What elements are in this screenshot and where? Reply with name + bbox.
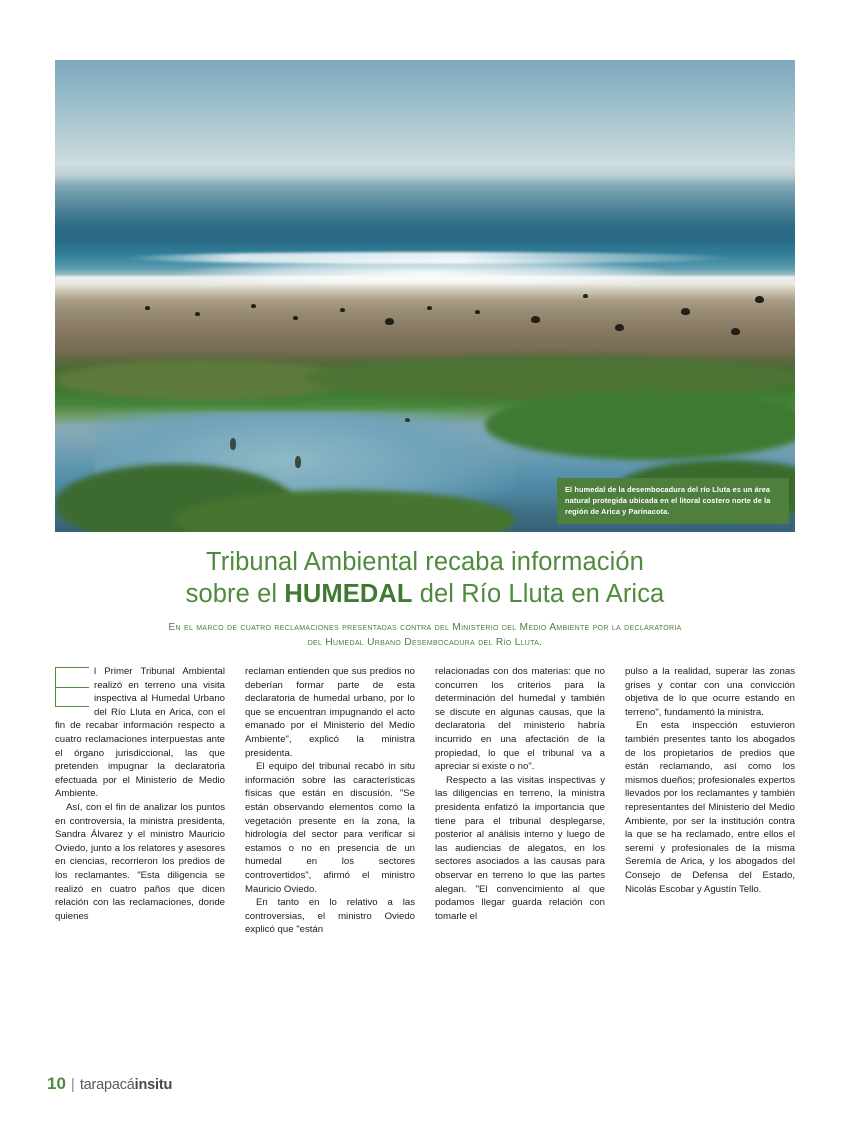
bird <box>427 306 432 310</box>
bird <box>145 306 150 310</box>
wading-bird <box>295 456 301 468</box>
paragraph: Respecto a las visitas inspectivas y las diligencias en terreno, la ministra presidenta enfatizó la importancia que tiene para el tribunal desplegarse, posterior al análisis interno y luego de las audiencias de alegatos, en los sectores asociados a las causas para observar en terreno lo que las partes alegan. "El convencimiento al que podamos llegar guarda relación con tomarle el <box>435 774 605 922</box>
bird <box>475 310 480 314</box>
drop-cap <box>55 667 89 707</box>
article-photo <box>55 60 795 532</box>
body-column-4 <box>625 665 795 1055</box>
shore-foam <box>55 276 795 286</box>
paragraph: Así, con el fin de analizar los puntos en controversia, la ministra presidenta, Sandra Álvarez y el ministro Mauricio Oviedo, junto a los relatores y asesores en ciencias, recorrieron los predios de los reclamantes. "Esta diligencia se realizó en cuatro paños que dicen relación con las reclamaciones, donde quienes <box>55 801 225 922</box>
headline-line-2 <box>55 578 795 610</box>
paragraph: reclaman entienden que sus predios no deberían formar parte de esta declaratoria de humedal urbano, por lo que se encuentran impugnando el acto emanado por el Ministerio del Medio Ambiente", explicó la ministra presidenta. <box>245 666 415 759</box>
wading-bird <box>230 438 236 450</box>
vegetation-patch <box>485 390 795 460</box>
masthead-bold: insitu <box>134 1077 173 1093</box>
body-column-2 <box>245 665 415 1055</box>
bird <box>731 328 740 335</box>
headline-keyword: HUMEDAL <box>284 580 413 608</box>
paragraph: pulso a la realidad, superar las zonas grises y contar con una convicción objetiva de lo que ocurre estando en terreno", fundamentó la ministra. <box>625 666 795 718</box>
paragraph: l Primer Tribunal Ambiental realizó en terreno una visita inspectiva al Humedal Urbano del Río Lluta en Arica, con el fin de recabar información respecto a cuatro reclamaciones interpuestas ante el órgano jurisdiccional, las que pretenden impugnar la declaratoria efectuada por el Ministerio de Medio Ambiente. <box>55 666 225 800</box>
paragraph: En tanto en lo relativo a las controversias, el ministro Oviedo explicó que "están <box>245 897 415 936</box>
bird <box>340 308 345 312</box>
footer-separator: | <box>70 1076 75 1093</box>
bird <box>583 294 588 298</box>
bird <box>293 316 298 320</box>
headline-line-2-suffix: del Río Lluta en Arica <box>412 580 665 608</box>
bird <box>195 312 200 316</box>
paragraph: En esta inspección estuvieron también presentes tanto los abogados de los propietarios de predios que están reclamando, así como los mismos dueños; profesionales expertos llevados por los reclamantes y también representantes del Ministerio del Medio Ambiente, por ser la institución contra la que se ha reclamado, entre ellos el seremi y profesionales de la misma Seremía de Arica, y los abogados del Consejo de Defensa del Estado, Nicolás Escobar y Agustín Tello. <box>625 720 795 895</box>
headline-line-1: Tribunal Ambiental recaba información <box>206 548 644 576</box>
page-number: 10 <box>47 1074 66 1093</box>
page-title <box>55 546 795 610</box>
photo-caption: El humedal de la desembocadura del río Lluta es un área natural protegida ubicada en el litoral costero norte de la región de Arica y Parinacota. <box>557 478 789 524</box>
headline-line-2-prefix: sobre el <box>185 580 285 608</box>
bird <box>681 308 690 315</box>
article-body <box>55 665 795 1055</box>
masthead <box>80 1077 172 1093</box>
body-column-1 <box>55 665 225 1055</box>
bird <box>385 318 394 325</box>
paragraph: El equipo del tribunal recabó in situ información sobre las características físicas que están en discusión. "Se están observando elementos como la vegetación presente en la zona, la hidrología del sector para verificar si estamos o no en presencia de un humedal en los sectores controvertidos", afirmó el ministro Mauricio Oviedo. <box>245 761 415 895</box>
bird <box>405 418 410 422</box>
masthead-light: tarapacá <box>79 1077 135 1093</box>
body-column-3 <box>435 665 605 1055</box>
bird <box>755 296 764 303</box>
bird <box>251 304 256 308</box>
page-footer <box>47 1074 172 1094</box>
standfirst: En el marco de cuatro reclamaciones presentadas contra del Ministerio del Medio Ambiente por la declaratoria del Humedal Urbano Desembocadura del Río Lluta. <box>168 622 682 648</box>
paragraph: relacionadas con dos materias: que no concurren los criterios para la determinación del humedal y también se discute en algunas causas, que la declaratoria del ministerio habría incurrido en una afectación de la propiedad, lo que el tribunal va a apreciar si existe o no". <box>435 666 605 773</box>
bird <box>531 316 540 323</box>
bird <box>615 324 624 331</box>
